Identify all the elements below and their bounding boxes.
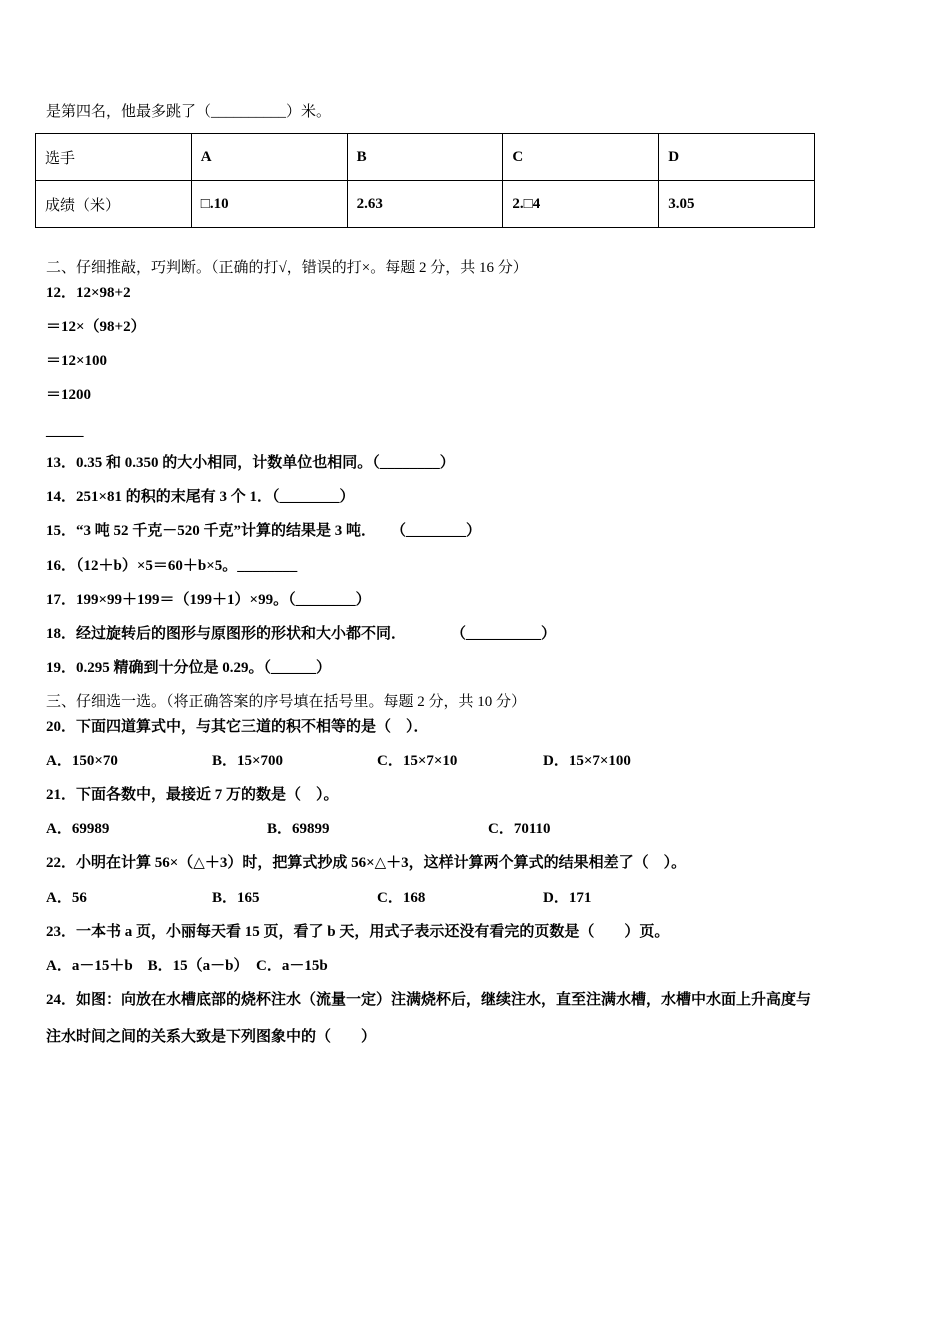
- q21-option-a: A．69989: [46, 821, 110, 837]
- q21-option-b: B．69899: [267, 821, 330, 837]
- q22-option-b: B．165: [212, 890, 260, 906]
- table-cell: 选手: [36, 134, 192, 181]
- q22-option-c: C．168: [377, 890, 426, 906]
- q12-answer-blank: _____: [46, 423, 84, 439]
- score-table: [35, 133, 815, 228]
- q16: 16．（12＋b）×5＝60＋b×5。________: [46, 558, 298, 574]
- q14: 14．251×81 的积的末尾有 3 个 1．（________）: [46, 489, 355, 505]
- q12-line2: ＝12×（98+2）: [46, 319, 146, 335]
- table-cell: C: [503, 134, 659, 181]
- q12-line3: ＝12×100: [46, 353, 108, 369]
- q23-options: A．a－15＋b B．15（a－b） C．a－15b: [46, 958, 328, 974]
- q22-option-d: D．171: [543, 890, 592, 906]
- table-cell: 3.05: [659, 181, 815, 228]
- table-cell: A: [191, 134, 347, 181]
- table-cell: 成绩（米）: [36, 181, 192, 228]
- table-cell: 2.□4: [503, 181, 659, 228]
- table-cell: □.10: [191, 181, 347, 228]
- q20-option-c: C．15×7×10: [377, 753, 458, 769]
- section2-title: 二、仔细推敲，巧判断。（正确的打√，错误的打×。每题 2 分，共 16 分）: [46, 260, 528, 276]
- q13: 13．0.35 和 0.350 的大小相同，计数单位也相同。（________）: [46, 455, 455, 471]
- q20-option-d: D．15×7×100: [543, 753, 631, 769]
- q23-stem: 23．一本书 a 页，小丽每天看 15 页，看了 b 天，用式子表示还没有看完的页数是（ ）页。: [46, 924, 670, 940]
- q12-line1: 12．12×98+2: [46, 285, 131, 301]
- q20-option-b: B．15×700: [212, 753, 284, 769]
- q20-stem: 20．下面四道算式中，与其它三道的积不相等的是（ ）．: [46, 719, 429, 735]
- q20-option-a: A．150×70: [46, 753, 118, 769]
- q19: 19．0.295 精确到十分位是 0.29。（______）: [46, 660, 332, 676]
- q22-option-a: A．56: [46, 890, 87, 906]
- table-row: [36, 134, 815, 181]
- q17: 17．199×99＋199＝（199＋1）×99。（________）: [46, 592, 371, 608]
- q12-line4: ＝1200: [46, 387, 92, 403]
- q15: 15．“3 吨 52 千克－520 千克”计算的结果是 3 吨． （________）: [46, 523, 482, 539]
- q24-line2: 注水时间之间的关系大致是下列图象中的（ ）: [46, 1029, 377, 1045]
- table-cell: B: [347, 134, 503, 181]
- table-cell: D: [659, 134, 815, 181]
- q24-line1: 24．如图：向放在水槽底部的烧杯注水（流量一定）注满烧杯后，继续注水，直至注满水槽，水槽中水面上升高度与: [46, 992, 812, 1008]
- intro-line: 是第四名，他最多跳了（__________）米。: [46, 104, 332, 120]
- q21-stem: 21．下面各数中，最接近 7 万的数是（ ）。: [46, 787, 339, 803]
- table-row: [36, 181, 815, 228]
- q22-stem: 22．小明在计算 56×（△＋3）时，把算式抄成 56×△＋3，这样计算两个算式的结果相差了（ ）。: [46, 855, 687, 871]
- q21-option-c: C．70110: [488, 821, 551, 837]
- q18: 18．经过旋转后的图形与原图形的形状和大小都不同． （__________）: [46, 626, 557, 642]
- section3-title: 三、仔细选一选。（将正确答案的序号填在括号里。每题 2 分，共 10 分）: [46, 694, 527, 710]
- table-cell: 2.63: [347, 181, 503, 228]
